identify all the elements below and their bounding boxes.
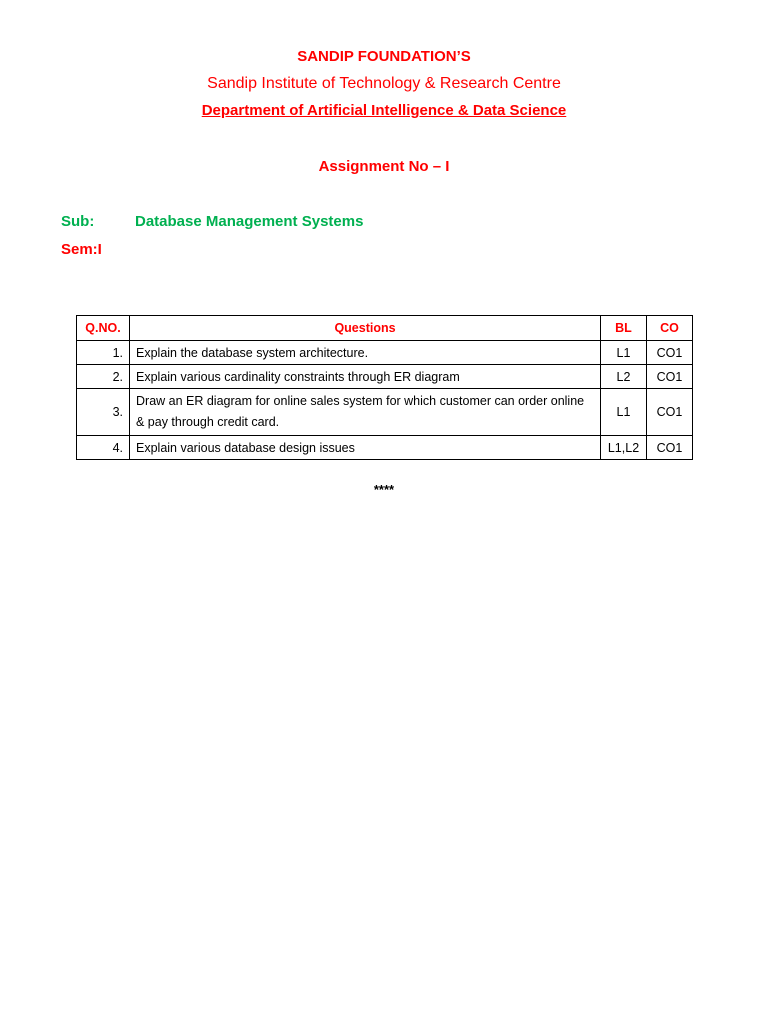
row-co: CO1 <box>647 365 693 389</box>
table-row <box>77 341 693 365</box>
header-co: CO <box>647 316 693 341</box>
row-bl: L1 <box>601 341 647 365</box>
row-bl: L2 <box>601 365 647 389</box>
end-marker: **** <box>373 482 395 497</box>
subject-label: Sub: <box>61 213 95 230</box>
questions-table <box>76 315 693 460</box>
row-qno: 1. <box>77 341 130 365</box>
table-row <box>77 365 693 389</box>
row-co: CO1 <box>647 341 693 365</box>
table-header-row <box>77 316 693 341</box>
subject-value: Database Management Systems <box>135 213 364 230</box>
row-question: Explain various cardinality constraints through ER diagram <box>130 365 601 389</box>
department-name: Department of Artificial Intelligence & Data Science <box>201 102 567 119</box>
header-qno: Q.NO. <box>77 316 130 341</box>
row-question: Explain the database system architecture. <box>130 341 601 365</box>
semester-label: Sem:I <box>61 241 102 258</box>
row-question: Explain various database design issues <box>130 436 601 460</box>
row-co: CO1 <box>647 436 693 460</box>
header-questions: Questions <box>130 316 601 341</box>
table-row <box>77 436 693 460</box>
institute-name: Sandip Institute of Technology & Research Centre <box>207 75 561 92</box>
row-qno: 3. <box>77 389 130 436</box>
row-bl: L1,L2 <box>601 436 647 460</box>
header-bl: BL <box>601 316 647 341</box>
table-row <box>77 389 693 436</box>
row-co: CO1 <box>647 389 693 436</box>
assignment-title: Assignment No – I <box>318 158 450 175</box>
foundation-title: SANDIP FOUNDATION’S <box>297 48 471 65</box>
row-bl: L1 <box>601 389 647 436</box>
row-qno: 4. <box>77 436 130 460</box>
row-qno: 2. <box>77 365 130 389</box>
row-question-text: Draw an ER diagram for online sales system for which customer can order online & pay through credit card. <box>136 394 585 429</box>
row-question <box>130 389 601 436</box>
